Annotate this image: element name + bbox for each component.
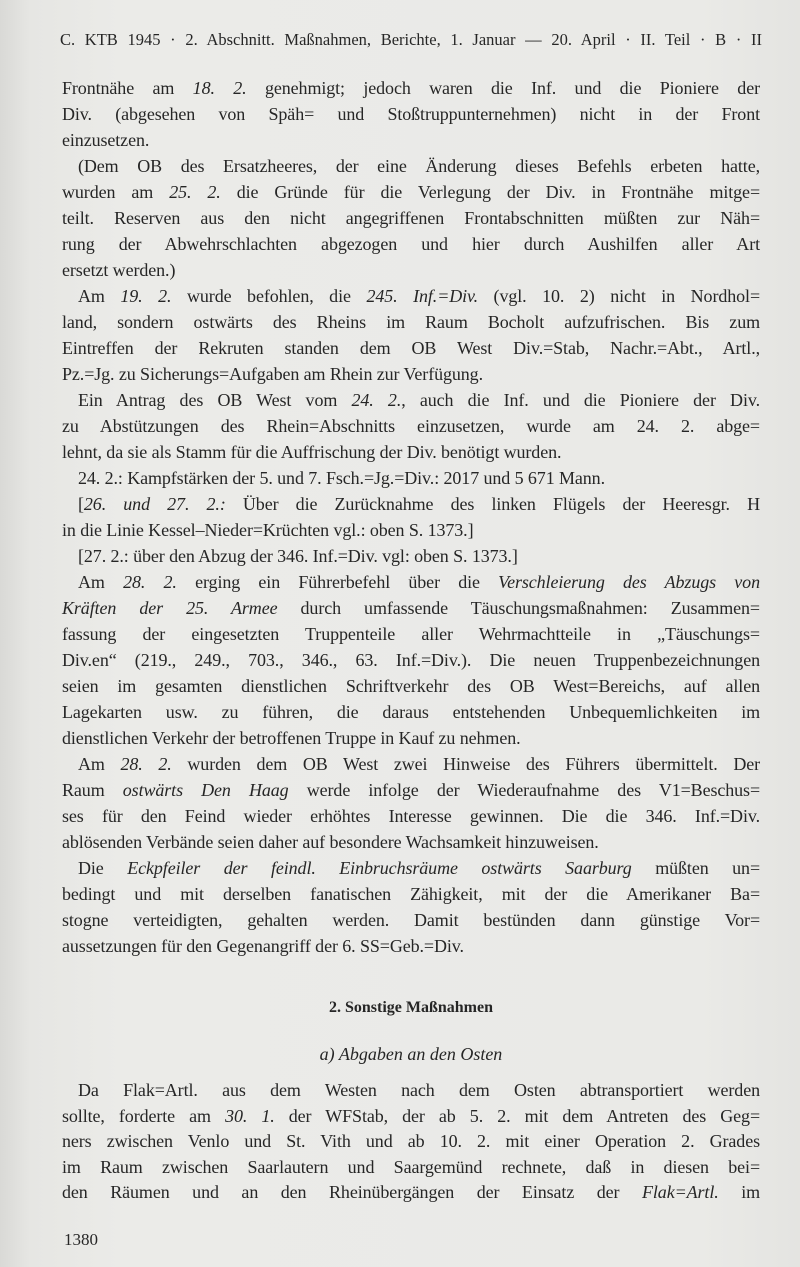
text-line [62,1129,760,1155]
body-text-main [62,75,760,959]
text-run: , auch die Inf. und die Pioniere der Div. [401,390,760,410]
text-line [62,621,760,647]
text-run: dienstlichen Verkehr der betroffenen Truppe in Kauf zu nehmen. [62,728,521,748]
text-run: den Räumen und an den Rheinübergängen der Einsatz der [62,1182,642,1202]
italic-text: 28. 2. [123,572,177,592]
text-line [62,153,760,179]
text-line [62,855,760,881]
text-run: land, sondern ostwärts des Rheins im Raum Bocholt aufzufrischen. Bis zum [62,312,760,332]
text-line [62,803,760,829]
text-run: Da Flak=Artl. aus dem Westen nach dem Osten abtransportiert werden [78,1080,760,1100]
text-run: rung der Abwehrschlachten abgezogen und hier durch Aushilfen aller Art [62,234,760,254]
text-line [62,1155,760,1181]
paragraph [62,491,760,543]
text-line [62,127,760,153]
body-text-section [62,1078,760,1206]
paragraph [62,75,760,153]
text-line [62,673,760,699]
section-heading: 2. Sonstige Maßnahmen [328,999,494,1016]
text-run: ners zwischen Venlo und St. Vith und ab 10. 2. mit einer Operation 2. Grades [62,1131,760,1151]
text-run: seien im gesamten dienstlichen Schriftverkehr des OB West=Bereichs, auf allen [62,676,760,696]
paragraph [62,387,760,465]
text-run: lehnt, da sie als Stamm für die Auffrischung der Div. benötigt wurden. [62,442,562,462]
text-run: Am [78,572,124,592]
italic-text: 19. 2. [120,286,172,306]
page-number: 1380 [64,1230,98,1249]
italic-text: 18. 2. [192,78,247,98]
paragraph [62,751,760,855]
text-run: wurden am [62,182,170,202]
text-line [62,595,760,621]
text-line [62,361,760,387]
text-run: wurde befohlen, die [171,286,367,306]
text-line [62,439,760,465]
text-run: Div.en“ (219., 249., 703., 346., 63. Inf.=Div.). Die neuen Truppenbezeichnungen [62,650,760,670]
text-line [62,309,760,335]
text-line [62,1078,760,1104]
text-line [62,101,760,127]
text-line [62,725,760,751]
text-run: Über die Zurücknahme des linken Flügels der Heeresgr. H [225,494,760,514]
text-run: (vgl. 10. 2) nicht in Nordhol= [478,286,760,306]
text-run: die Gründe für die Verlegung der Div. in Frontnähe mitge= [220,182,760,202]
italic-text: 245. Inf.=Div. [366,286,478,306]
text-line [62,647,760,673]
text-run: werde infolge der Wiederaufnahme des V1=Beschus= [288,780,761,800]
text-run: [27. 2.: über den Abzug der 346. Inf.=Div. vgl: oben S. 1373.] [78,546,518,566]
text-run: (Dem OB des Ersatzheeres, der eine Änderung dieses Befehls erbeten hatte, [78,156,760,176]
text-run: Pz.=Jg. zu Sicherungs=Aufgaben am Rhein zur Verfügung. [62,364,483,384]
text-run: Eintreffen der Rekruten standen dem OB West Div.=Stab, Nachr.=Abt., Artl., [62,338,760,358]
text-line [62,1104,760,1130]
text-run: Am [78,754,121,774]
italic-text: 25. 2. [169,182,221,202]
text-line [62,751,760,777]
italic-text: ostwärts Den Haag [122,780,289,800]
text-line [62,881,760,907]
text-line [62,335,760,361]
text-run: erging ein Führerbefehl über die [176,572,499,592]
text-line [62,517,760,543]
italic-text: Kräften der 25. Armee [62,598,278,618]
text-line [62,829,760,855]
text-line [62,699,760,725]
running-head: C. KTB 1945 · 2. Abschnitt. Maßnahmen, Berichte, 1. Januar — 20. April · II. Teil · B · II [60,30,762,49]
paragraph [62,543,760,569]
text-run: im [718,1182,760,1202]
text-run: genehmigt; jedoch waren die Inf. und die Pioniere der [246,78,760,98]
text-run: zu Abstützungen des Rhein=Abschnitts einzusetzen, wurde am 24. 2. abge= [62,416,760,436]
text-line [62,569,760,595]
text-line [62,179,760,205]
italic-text: Flak=Artl. [642,1182,719,1202]
italic-text: Eckpfeiler der feindl. Einbruchsräume ostwärts Saarburg [127,858,632,878]
text-run: Ein Antrag des OB West vom [78,390,352,410]
text-line [62,933,760,959]
text-run: Raum [62,780,123,800]
italic-text: 28. 2. [120,754,172,774]
text-run: Frontnähe am [62,78,193,98]
text-run: fassung der eingesetzten Truppenteile aller Wehrmachtteile in „Täuschungs= [62,624,760,644]
text-line [62,777,760,803]
text-line [62,231,760,257]
subsection-heading: a) Abgaben an den Osten [319,1044,503,1064]
text-line [62,283,760,309]
text-line [62,205,760,231]
text-run: im Raum zwischen Saarlautern und Saargemünd rechnete, daß in diesen bei= [62,1156,760,1177]
text-run: ses für den Feind wieder erhöhtes Interesse gewinnen. Die die 346. Inf.=Div. [62,806,760,826]
text-run: ersetzt werden.) [62,260,176,280]
text-line [62,907,760,933]
text-run: stogne verteidigten, gehalten werden. Damit bestünden dann günstige Vor= [62,910,760,930]
text-run: Die [78,858,128,878]
text-run: bedingt und mit derselben fanatischen Zähigkeit, mit der die Amerikaner Ba= [62,884,760,904]
text-run: aussetzungen für den Gegenangriff der 6. SS=Geb.=Div. [62,936,464,956]
paragraph [62,283,760,387]
text-run: einzusetzen. [62,130,150,150]
text-line [62,465,760,491]
italic-text: 24. 2. [351,390,402,410]
text-line [62,543,760,569]
italic-text: Verschleierung des Abzugs von [498,572,760,592]
text-run: [ [78,494,84,514]
text-run: 24. 2.: Kampfstärken der 5. und 7. Fsch.=Jg.=Div.: 2017 und 5 671 Mann. [78,468,605,488]
italic-text: 26. und 27. 2.: [83,494,226,514]
text-run: der WFStab, der ab 5. 2. mit dem Antreten des Geg= [274,1105,761,1126]
text-run: durch umfassende Täuschungsmaßnahmen: Zusammen= [277,598,760,618]
text-line [62,413,760,439]
italic-text: 30. 1. [225,1105,275,1126]
text-run: Lagekarten usw. zu führen, die daraus entstehenden Unbequemlichkeiten im [62,702,760,722]
text-run: Am [78,286,121,306]
paragraph [62,569,760,751]
paragraph [62,1078,760,1206]
text-line [62,75,760,101]
paragraph [62,465,760,491]
paragraph [62,855,760,959]
text-run: ablösenden Verbände seien daher auf besondere Wachsamkeit hinzuweisen. [62,832,599,852]
text-line [62,491,760,517]
text-line [62,387,760,413]
text-run: in die Linie Kessel–Nieder=Krüchten vgl.: oben S. 1373.] [62,520,474,540]
text-line [62,257,760,283]
text-run: wurden dem OB West zwei Hinweise des Führers übermittelt. Der [171,754,761,774]
text-run: sollte, forderte am [62,1105,226,1126]
paragraph [62,153,760,283]
text-run: Div. (abgesehen von Späh= und Stoßtruppunternehmen) nicht in der Front [62,104,760,124]
text-run: müßten un= [631,858,761,878]
text-line [62,1180,760,1206]
text-run: teilt. Reserven aus den nicht angegriffenen Frontabschnitten müßten zur Näh= [62,208,760,228]
